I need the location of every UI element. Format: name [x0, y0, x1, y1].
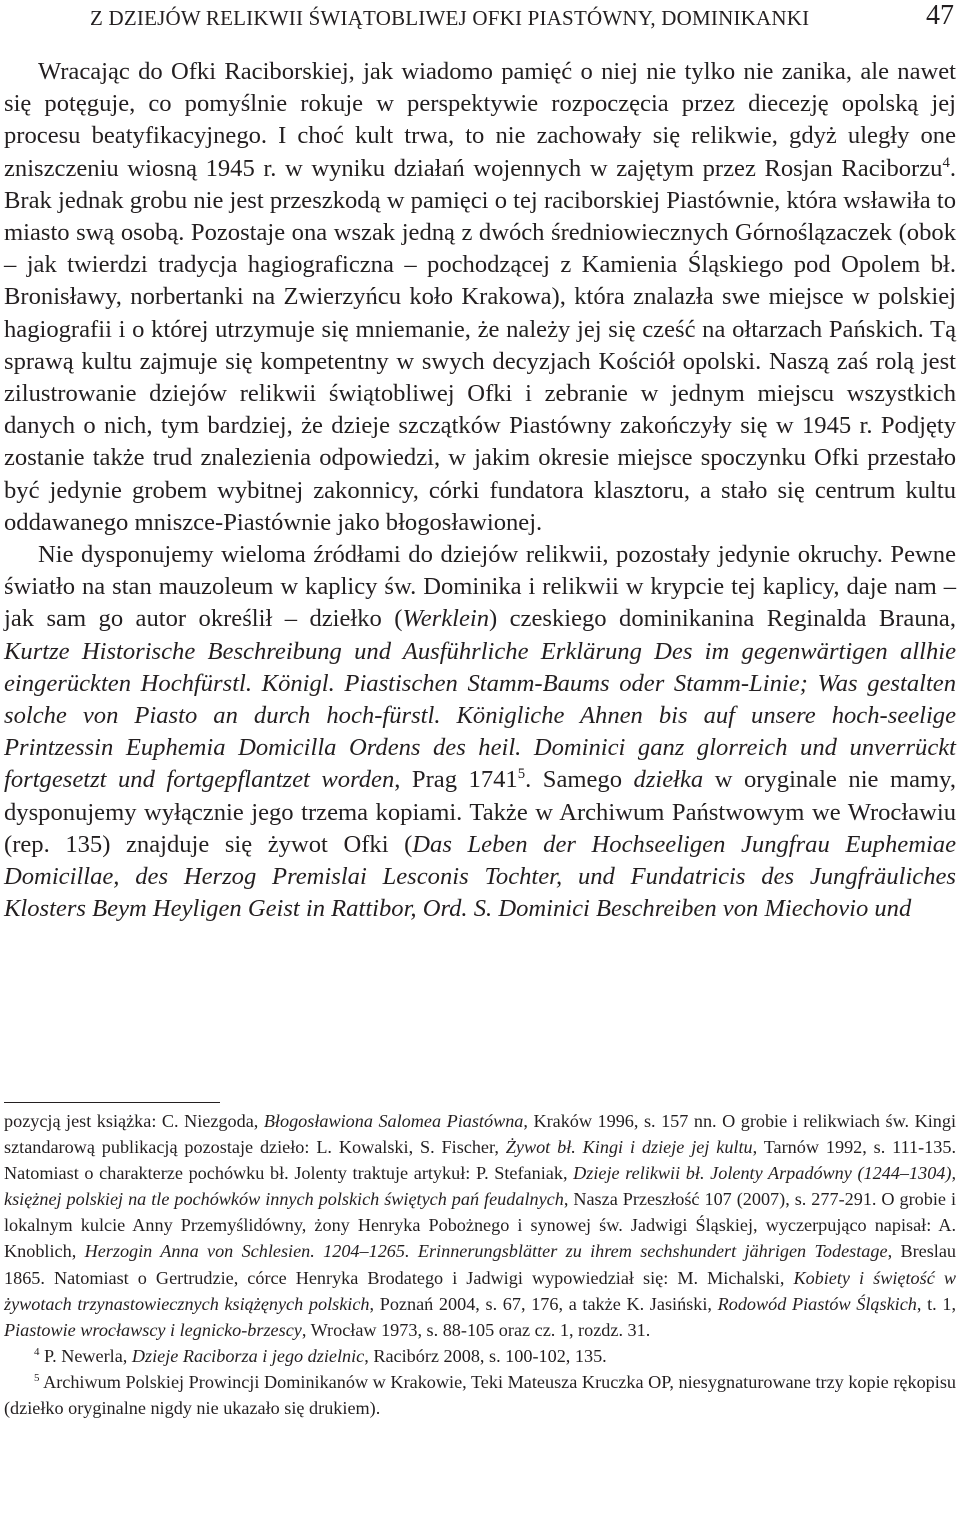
- paragraph-1: [4, 56, 956, 539]
- book-title: Das Leben der Hochseeligen Jungfrau Euphemiae Domicillae, des Herzog Premislai Lesconis Tochter, und Fundatricis des Jungfräuliches Klosters Beym Heyligen Geist in Rattibor, Ord. S. Dominici Beschreiben von Miechovio und: [4, 830, 956, 923]
- footnote-ref-4: 4: [942, 154, 950, 171]
- cited-title: Dzieje Raciborza i jego dzielnic: [131, 1345, 365, 1366]
- text-span: , Racibórz 2008, s. 100-102, 135.: [364, 1345, 607, 1366]
- italic-term: Werklein: [402, 605, 489, 633]
- text-span: Nie dysponujemy wieloma źródłami do dziejów relikwii, pozostały jedynie okruchy. Pewne światło na stan mauzoleum w kaplicy św. Dominika i relikwii w krypcie tej kaplicy, daje nam – jak sam go autor określił – dziełko (: [4, 541, 956, 633]
- text-span: , Poznań 2004, s. 67, 176, a także K. Jasiński,: [369, 1293, 718, 1314]
- text-span: Wracając do Ofki Raciborskiej, jak wiadomo pamięć o niej nie tylko nie zanika, ale nawet się potęguje, co pomyślnie rokuje w perspektywie rozpoczęcia przez diecezję opolską jej procesu beatyfikacyjnego. I choć kult trwa, to nie zachowały się relikwie, gdyż uległy one zniszczeniu wiosną 1945 r. w wyniku działań wojennych w zajętym przez Rosjan Raciborzu: [4, 58, 956, 182]
- paragraph-2: [4, 539, 956, 925]
- footnote-ref-5: 5: [517, 766, 526, 783]
- cited-title: Herzogin Anna von Schlesien. 1204–1265. Erinnerungsblätter zu ihrem sechshundert jährigen Todestage: [84, 1241, 888, 1262]
- text-span: , Nasza Przeszłość 107 (2007), s. 277-291. O grobie i lokalnym kulcie Anny Przemyślidówny, żony Henryka Pobożnego i synowej św. Jadwigi Śląskiej, wyczerpująco napisał: A. Knoblich,: [4, 1189, 956, 1262]
- text-span: . Samego: [525, 766, 634, 794]
- text-span: . Brak jednak grobu nie jest przeszkodą w pamięci o tej raciborskiej Piastównie, która wsławiła to miasto swą osobą. Pozostaje ona wszak jedną z dwóch średniowiecznych Górnoślązaczek (obok – jak twierdzi tradycja hagiograficzna – pochodzącej z Kamienia Śląskiego pod Opolem bł. Bronisławy, norbertanki na Zwierzyńcu koło Krakowa), która znalazła swe miejsce w polskiej hagiografii i o której utrzymuje się mniemanie, że należy jej się cześć na ołtarzach Pańskich. Tą sprawą kultu zajmuje się kompetentny w swych decyzjach Kościół opolski. Naszą zaś rolą jest zilustrowanie dziejów relikwii świątobliwej Ofki i zebranie w jednym miejscu wszystkich danych o nich, tym bardziej, że dzieje szczątków Piastówny zakończyły się w 1945 r. Podjęty zostanie także trud znalezienia odpowiedzi, w jakim okresie miejsce spoczynku Ofki przestało być jedynie grobem wybitnej zakonnicy, córki fundatora klasztoru, a stało się centrum kultu oddawanego mniszce-Piastównie jako błogosławionej.: [4, 154, 956, 536]
- cited-title: Kobiety i świętość w żywotach trzynastowiecznych książęnych polskich: [4, 1267, 956, 1314]
- text-span: , Kraków 1996, s. 157 nn. O grobie i relikwiach św. Kingi sztandarową publikacją pozostaje dzieło: L. Kowalski, S. Fischer,: [4, 1111, 956, 1158]
- footnote-4: [4, 1343, 956, 1369]
- text-span: , Prag 1741: [394, 766, 518, 794]
- text-span: pozycją jest książka: C. Niezgoda,: [4, 1111, 264, 1131]
- main-text: [4, 56, 956, 925]
- text-span: , Tarnów 1992, s. 111-135. Natomiast o charakterze pochówku bł. Jolenty traktuje artykuł: P. Stefaniak,: [4, 1137, 956, 1184]
- cited-title: Rodowód Piastów Śląskich: [717, 1293, 917, 1314]
- page-header: [0, 0, 960, 40]
- footnote-separator: [4, 1102, 220, 1103]
- text-span: Archiwum Polskiej Prowincji Dominikanów w Krakowie, Teki Mateusza Kruczka OP, niesygnaturowane trzy kopie rękopisu (dziełko oryginalne nigdy nie ukazało się drukiem).: [4, 1371, 956, 1419]
- footnote-continuation: [4, 1108, 956, 1343]
- book-title: Kurtze Historische Beschreibung und Ausführliche Erklärung Des im gegenwärtigen allhie eingerückten Hochfürstl. Königl. Piastischen Stamm-Baums oder Stamm-Linie; Was gestalten solche von Piasto an durch hoch-fürstl. Königliche Ahnen bis auf unsere hoch-seelige Printzessin Euphemia Domicilla Ordens des heil. Dominici ganz glorreich und unverrückt fortgesetzt und fortgepflantzet worden: [4, 637, 956, 794]
- text-span: , Wrocław 1973, s. 88-105 oraz cz. 1, rozdz. 31.: [301, 1319, 651, 1340]
- text-span: , Breslau 1865. Natomiast o Gertrudzie, córce Henryka Brodatego i Jadwigi wypowiedział się: M. Michalski,: [4, 1241, 956, 1288]
- footnote-5: [4, 1369, 956, 1421]
- footnotes: [4, 1108, 956, 1421]
- text-span: w oryginale nie mamy, dysponujemy wyłącznie jego trzema kopiami. Także w Archiwum Państwowym we Wrocławiu (rep. 135) znajduje się żywot Ofki (: [4, 766, 956, 858]
- text-span: P. Newerla,: [44, 1345, 132, 1366]
- cited-title: Żywot bł. Kingi i dzieje jej kultu: [505, 1137, 753, 1158]
- italic-term: dziełka: [633, 766, 704, 794]
- text-span: ) czeskiego dominikanina Reginalda Brauna,: [489, 605, 957, 633]
- running-head: Z DZIEJÓW RELIKWII ŚWIĄTOBLIWEJ OFKI PIASTÓWNY, DOMINIKANKI: [90, 6, 810, 30]
- footnote-number: 5: [34, 1371, 40, 1384]
- page-number: 47: [926, 0, 954, 31]
- text-span: , t. 1,: [916, 1293, 957, 1314]
- cited-title: Błogosławiona Salomea Piastówna: [263, 1111, 524, 1131]
- cited-title: Piastowie wrocławscy i legnicko-brzescy: [4, 1319, 302, 1340]
- footnote-number: 4: [34, 1345, 40, 1358]
- cited-title: Dzieje relikwii bł. Jolenty Arpadówny (1244–1304), księżnej polskiej na tle pochówków innych polskich świętych pań feudalnych: [4, 1163, 957, 1210]
